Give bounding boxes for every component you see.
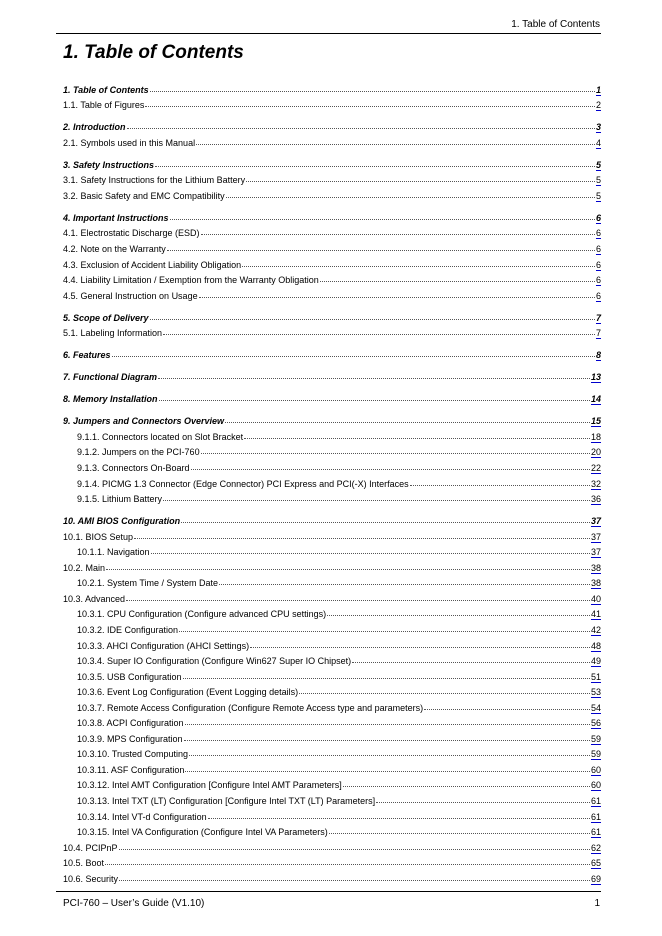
dot-leader bbox=[105, 863, 590, 865]
toc-entry[interactable] bbox=[63, 367, 601, 383]
dot-leader bbox=[327, 614, 590, 616]
toc-entry-title[interactable]: 4.5. General Instruction on Usage bbox=[63, 290, 198, 301]
toc-page-link[interactable]: 61 bbox=[590, 811, 601, 822]
toc-entry[interactable] bbox=[63, 411, 601, 427]
toc-page-link[interactable]: 32 bbox=[590, 478, 601, 489]
toc-entry[interactable] bbox=[63, 728, 601, 744]
toc-entry-title[interactable]: 4.4. Liability Limitation / Exemption from the Warranty Obligation bbox=[63, 275, 319, 286]
toc-entry-title[interactable]: 10. AMI BIOS Configuration bbox=[63, 516, 181, 527]
toc-page-link[interactable]: 49 bbox=[590, 656, 601, 667]
toc-entry[interactable] bbox=[63, 635, 601, 651]
toc-entry[interactable] bbox=[63, 345, 601, 361]
toc-page-link[interactable]: 61 bbox=[590, 796, 601, 807]
toc-entry[interactable] bbox=[63, 604, 601, 620]
toc-entry-title[interactable]: 10.3.1. CPU Configuration (Configure advanced CPU settings) bbox=[77, 609, 327, 620]
table-of-contents bbox=[63, 79, 601, 884]
dot-leader bbox=[250, 646, 590, 648]
dot-leader bbox=[219, 583, 590, 585]
toc-page-link[interactable]: 37 bbox=[590, 516, 601, 527]
toc-entry-title[interactable]: 4.3. Exclusion of Accident Liability Obligation bbox=[63, 259, 242, 270]
toc-entry-title[interactable]: 10.6. Security bbox=[63, 873, 119, 884]
toc-entry[interactable] bbox=[63, 170, 601, 186]
dot-leader bbox=[150, 90, 595, 92]
toc-page-link[interactable]: 7 bbox=[595, 328, 601, 339]
toc-entry[interactable] bbox=[63, 238, 601, 254]
toc-page-link[interactable]: 20 bbox=[590, 447, 601, 458]
toc-entry[interactable] bbox=[63, 489, 601, 505]
dot-leader bbox=[127, 127, 595, 129]
toc-entry-title[interactable]: 10.3.5. USB Configuration bbox=[77, 671, 182, 682]
dot-leader bbox=[179, 630, 590, 632]
toc-page-link[interactable]: 13 bbox=[590, 372, 601, 383]
toc-entry-title[interactable]: 3.1. Safety Instructions for the Lithium Battery bbox=[63, 175, 246, 186]
toc-entry[interactable] bbox=[63, 666, 601, 682]
toc-entry-title[interactable]: 5.1. Labeling Information bbox=[63, 328, 163, 339]
toc-page-link[interactable]: 6 bbox=[595, 212, 601, 223]
dot-leader bbox=[226, 196, 595, 198]
toc-entry-title[interactable]: 10.3.8. ACPI Configuration bbox=[77, 718, 184, 729]
toc-entry-title[interactable]: 6. Features bbox=[63, 350, 111, 361]
toc-entry[interactable] bbox=[63, 323, 601, 339]
toc-entry[interactable] bbox=[63, 868, 601, 884]
toc-entry[interactable] bbox=[63, 223, 601, 239]
toc-entry[interactable] bbox=[63, 557, 601, 573]
toc-page-link[interactable]: 6 bbox=[595, 243, 601, 254]
toc-entry[interactable] bbox=[63, 285, 601, 301]
toc-entry-title[interactable]: 10.3.7. Remote Access Configuration (Configure Remote Access type and parameters) bbox=[77, 702, 424, 713]
dot-leader bbox=[106, 568, 590, 570]
toc-entry-title[interactable]: 5. Scope of Delivery bbox=[63, 312, 149, 323]
toc-entry-title[interactable]: 9.1.4. PICMG 1.3 Connector (Edge Connector) PCI Express and PCI(-X) Interfaces bbox=[77, 478, 409, 489]
toc-page-link[interactable]: 5 bbox=[595, 190, 601, 201]
dot-leader bbox=[352, 661, 590, 663]
dot-leader bbox=[376, 801, 590, 803]
dot-leader bbox=[320, 280, 595, 282]
toc-entry[interactable] bbox=[63, 759, 601, 775]
toc-page-link[interactable]: 56 bbox=[590, 718, 601, 729]
toc-page-link[interactable]: 53 bbox=[590, 687, 601, 698]
toc-entry-title[interactable]: 9. Jumpers and Connectors Overview bbox=[63, 416, 225, 427]
toc-entry-title[interactable]: 4.2. Note on the Warranty bbox=[63, 243, 166, 254]
footer-page-number: 1 bbox=[594, 898, 600, 909]
toc-page-link[interactable]: 5 bbox=[595, 159, 601, 170]
page-title: 1. Table of Contents bbox=[63, 42, 244, 63]
toc-entry[interactable] bbox=[63, 775, 601, 791]
toc-page-link[interactable]: 62 bbox=[590, 842, 601, 853]
toc-page-link[interactable]: 6 bbox=[595, 228, 601, 239]
toc-entry-title[interactable]: 3.2. Basic Safety and EMC Compatibility bbox=[63, 190, 225, 201]
toc-entry[interactable] bbox=[63, 132, 601, 148]
toc-entry[interactable] bbox=[63, 154, 601, 170]
toc-entry-title[interactable]: 10.5. Boot bbox=[63, 858, 105, 869]
dot-leader bbox=[225, 421, 590, 423]
toc-entry[interactable] bbox=[63, 651, 601, 667]
toc-entry[interactable] bbox=[63, 806, 601, 822]
dot-leader bbox=[112, 355, 595, 357]
dot-leader bbox=[201, 233, 595, 235]
toc-page-link[interactable]: 37 bbox=[590, 547, 601, 558]
toc-page-link[interactable]: 22 bbox=[590, 463, 601, 474]
toc-page-link[interactable]: 60 bbox=[590, 780, 601, 791]
toc-page-link[interactable]: 60 bbox=[590, 764, 601, 775]
dot-leader bbox=[424, 708, 590, 710]
toc-entry[interactable] bbox=[63, 457, 601, 473]
toc-page-link[interactable]: 59 bbox=[590, 749, 601, 760]
toc-entry-title[interactable]: 9.1.5. Lithium Battery bbox=[77, 494, 163, 505]
toc-entry[interactable] bbox=[63, 588, 601, 604]
dot-leader bbox=[150, 318, 595, 320]
dot-leader bbox=[299, 692, 590, 694]
toc-entry[interactable] bbox=[63, 270, 601, 286]
toc-entry[interactable] bbox=[63, 542, 601, 558]
toc-page-link[interactable]: 54 bbox=[590, 702, 601, 713]
dot-leader bbox=[163, 333, 595, 335]
dot-leader bbox=[167, 249, 595, 251]
toc-page-link[interactable]: 61 bbox=[590, 827, 601, 838]
toc-page-link[interactable]: 18 bbox=[590, 431, 601, 442]
toc-entry-title[interactable]: 10.3.15. Intel VA Configuration (Configure Intel VA Parameters) bbox=[77, 827, 328, 838]
toc-entry-title[interactable]: 9.1.1. Connectors located on Slot Bracket bbox=[77, 431, 244, 442]
toc-page-link[interactable]: 8 bbox=[595, 350, 601, 361]
toc-entry[interactable] bbox=[63, 573, 601, 589]
footer-document-title: PCI-760 – User’s Guide (V1.10) bbox=[63, 898, 205, 909]
dot-leader bbox=[343, 785, 590, 787]
dot-leader bbox=[126, 599, 590, 601]
toc-entry-title[interactable]: 10.3.3. AHCI Configuration (AHCI Settings) bbox=[77, 640, 250, 651]
toc-entry[interactable] bbox=[63, 95, 601, 111]
toc-entry-title[interactable]: 10.1. BIOS Setup bbox=[63, 531, 134, 542]
toc-page-link[interactable]: 2 bbox=[595, 100, 601, 111]
toc-page-link[interactable]: 48 bbox=[590, 640, 601, 651]
toc-entry[interactable] bbox=[63, 853, 601, 869]
dot-leader bbox=[183, 677, 590, 679]
dot-leader bbox=[246, 180, 595, 182]
footer-rule bbox=[56, 891, 601, 892]
toc-entry-title[interactable]: 7. Functional Diagram bbox=[63, 372, 158, 383]
toc-page-link[interactable]: 4 bbox=[595, 137, 601, 148]
toc-entry-title[interactable]: 2.1. Symbols used in this Manual bbox=[63, 137, 196, 148]
toc-entry[interactable] bbox=[63, 837, 601, 853]
toc-entry-title[interactable]: 10.3.14. Intel VT-d Configuration bbox=[77, 811, 207, 822]
toc-entry-title[interactable]: 10.3.9. MPS Configuration bbox=[77, 733, 183, 744]
dot-leader bbox=[119, 879, 590, 881]
toc-entry[interactable] bbox=[63, 473, 601, 489]
toc-page-link[interactable]: 40 bbox=[590, 593, 601, 604]
toc-page-link[interactable]: 15 bbox=[590, 416, 601, 427]
toc-entry[interactable] bbox=[63, 254, 601, 270]
toc-entry[interactable] bbox=[63, 511, 601, 527]
toc-entry-title[interactable]: 10.3. Advanced bbox=[63, 593, 126, 604]
dot-leader bbox=[170, 218, 595, 220]
toc-entry-title[interactable]: 4.1. Electrostatic Discharge (ESD) bbox=[63, 228, 200, 239]
dot-leader bbox=[242, 265, 595, 267]
toc-page-link[interactable]: 41 bbox=[590, 609, 601, 620]
toc-page-link[interactable]: 6 bbox=[595, 275, 601, 286]
toc-entry-title[interactable]: 8. Memory Installation bbox=[63, 394, 158, 405]
toc-page-link[interactable]: 65 bbox=[590, 858, 601, 869]
toc-page-link[interactable]: 3 bbox=[595, 122, 601, 133]
toc-entry-title[interactable]: 1.1. Table of Figures bbox=[63, 100, 145, 111]
toc-entry[interactable] bbox=[63, 744, 601, 760]
dot-leader bbox=[119, 848, 590, 850]
toc-entry-title[interactable]: 10.3.12. Intel AMT Configuration [Configure Intel AMT Parameters] bbox=[77, 780, 342, 791]
toc-entry-title[interactable]: 10.3.13. Intel TXT (LT) Configuration [Configure Intel TXT (LT) Parameters] bbox=[77, 796, 376, 807]
dot-leader bbox=[410, 484, 590, 486]
dot-leader bbox=[155, 165, 595, 167]
toc-page-link[interactable]: 59 bbox=[590, 733, 601, 744]
toc-entry-title[interactable]: 10.3.4. Super IO Configuration (Configure Win627 Super IO Chipset) bbox=[77, 656, 352, 667]
toc-entry[interactable] bbox=[63, 79, 601, 95]
dot-leader bbox=[181, 521, 590, 523]
toc-entry-title[interactable]: 3. Safety Instructions bbox=[63, 159, 155, 170]
dot-leader bbox=[151, 552, 590, 554]
dot-leader bbox=[201, 452, 590, 454]
toc-entry[interactable] bbox=[63, 185, 601, 201]
toc-entry-title[interactable]: 10.2.1. System Time / System Date bbox=[77, 578, 219, 589]
toc-entry[interactable] bbox=[63, 822, 601, 838]
toc-entry-title[interactable]: 9.1.3. Connectors On-Board bbox=[77, 463, 190, 474]
dot-leader bbox=[158, 377, 590, 379]
toc-entry-title[interactable]: 2. Introduction bbox=[63, 122, 126, 133]
toc-entry[interactable] bbox=[63, 713, 601, 729]
header-rule bbox=[56, 33, 601, 34]
dot-leader bbox=[145, 105, 595, 107]
dot-leader bbox=[244, 437, 590, 439]
dot-leader bbox=[134, 537, 590, 539]
toc-entry[interactable] bbox=[63, 307, 601, 323]
dot-leader bbox=[159, 399, 590, 401]
dot-leader bbox=[208, 817, 590, 819]
toc-page-link[interactable]: 42 bbox=[590, 625, 601, 635]
toc-entry[interactable] bbox=[63, 442, 601, 458]
dot-leader bbox=[163, 499, 590, 501]
toc-entry[interactable] bbox=[63, 207, 601, 223]
toc-entry[interactable] bbox=[63, 682, 601, 698]
toc-page-link[interactable]: 69 bbox=[590, 873, 601, 884]
toc-page-link[interactable]: 38 bbox=[590, 562, 601, 573]
toc-page-link[interactable]: 5 bbox=[595, 175, 601, 186]
dot-leader bbox=[185, 723, 590, 725]
toc-page-link[interactable]: 51 bbox=[590, 671, 601, 682]
toc-page-link[interactable]: 7 bbox=[595, 312, 601, 323]
toc-entry[interactable] bbox=[63, 526, 601, 542]
dot-leader bbox=[196, 143, 595, 145]
toc-page-link[interactable]: 37 bbox=[590, 531, 601, 542]
dot-leader bbox=[191, 468, 590, 470]
dot-leader bbox=[184, 739, 590, 741]
toc-page-link[interactable]: 14 bbox=[590, 394, 601, 405]
toc-entry[interactable] bbox=[63, 389, 601, 405]
toc-entry-title[interactable]: 10.3.2. IDE Configuration bbox=[77, 625, 179, 635]
toc-entry[interactable] bbox=[63, 790, 601, 806]
toc-entry-title[interactable]: 10.3.11. ASF Configuration bbox=[77, 764, 185, 775]
toc-page-link[interactable]: 36 bbox=[590, 494, 601, 505]
toc-page-link[interactable]: 1 bbox=[595, 84, 601, 95]
dot-leader bbox=[329, 832, 590, 834]
toc-page-link[interactable]: 6 bbox=[595, 259, 601, 270]
toc-entry-title[interactable]: 10.4. PCIPnP bbox=[63, 842, 118, 853]
toc-entry-title[interactable]: 10.3.10. Trusted Computing bbox=[77, 749, 189, 760]
toc-entry-title[interactable]: 4. Important Instructions bbox=[63, 212, 169, 223]
toc-entry-title[interactable]: 1. Table of Contents bbox=[63, 84, 149, 95]
toc-entry[interactable] bbox=[63, 619, 601, 635]
running-header: 1. Table of Contents bbox=[511, 19, 600, 30]
toc-entry-title[interactable]: 10.2. Main bbox=[63, 562, 106, 573]
toc-page-link[interactable]: 38 bbox=[590, 578, 601, 589]
toc-entry-title[interactable]: 9.1.2. Jumpers on the PCI-760 bbox=[77, 447, 200, 458]
toc-page-link[interactable]: 6 bbox=[595, 290, 601, 301]
toc-entry[interactable] bbox=[63, 697, 601, 713]
dot-leader bbox=[189, 754, 590, 756]
toc-entry[interactable] bbox=[63, 117, 601, 133]
dot-leader bbox=[185, 770, 590, 772]
toc-entry-title[interactable]: 10.3.6. Event Log Configuration (Event Logging details) bbox=[77, 687, 299, 698]
toc-entry[interactable] bbox=[63, 426, 601, 442]
dot-leader bbox=[199, 296, 595, 298]
toc-entry-title[interactable]: 10.1.1. Navigation bbox=[77, 547, 150, 558]
